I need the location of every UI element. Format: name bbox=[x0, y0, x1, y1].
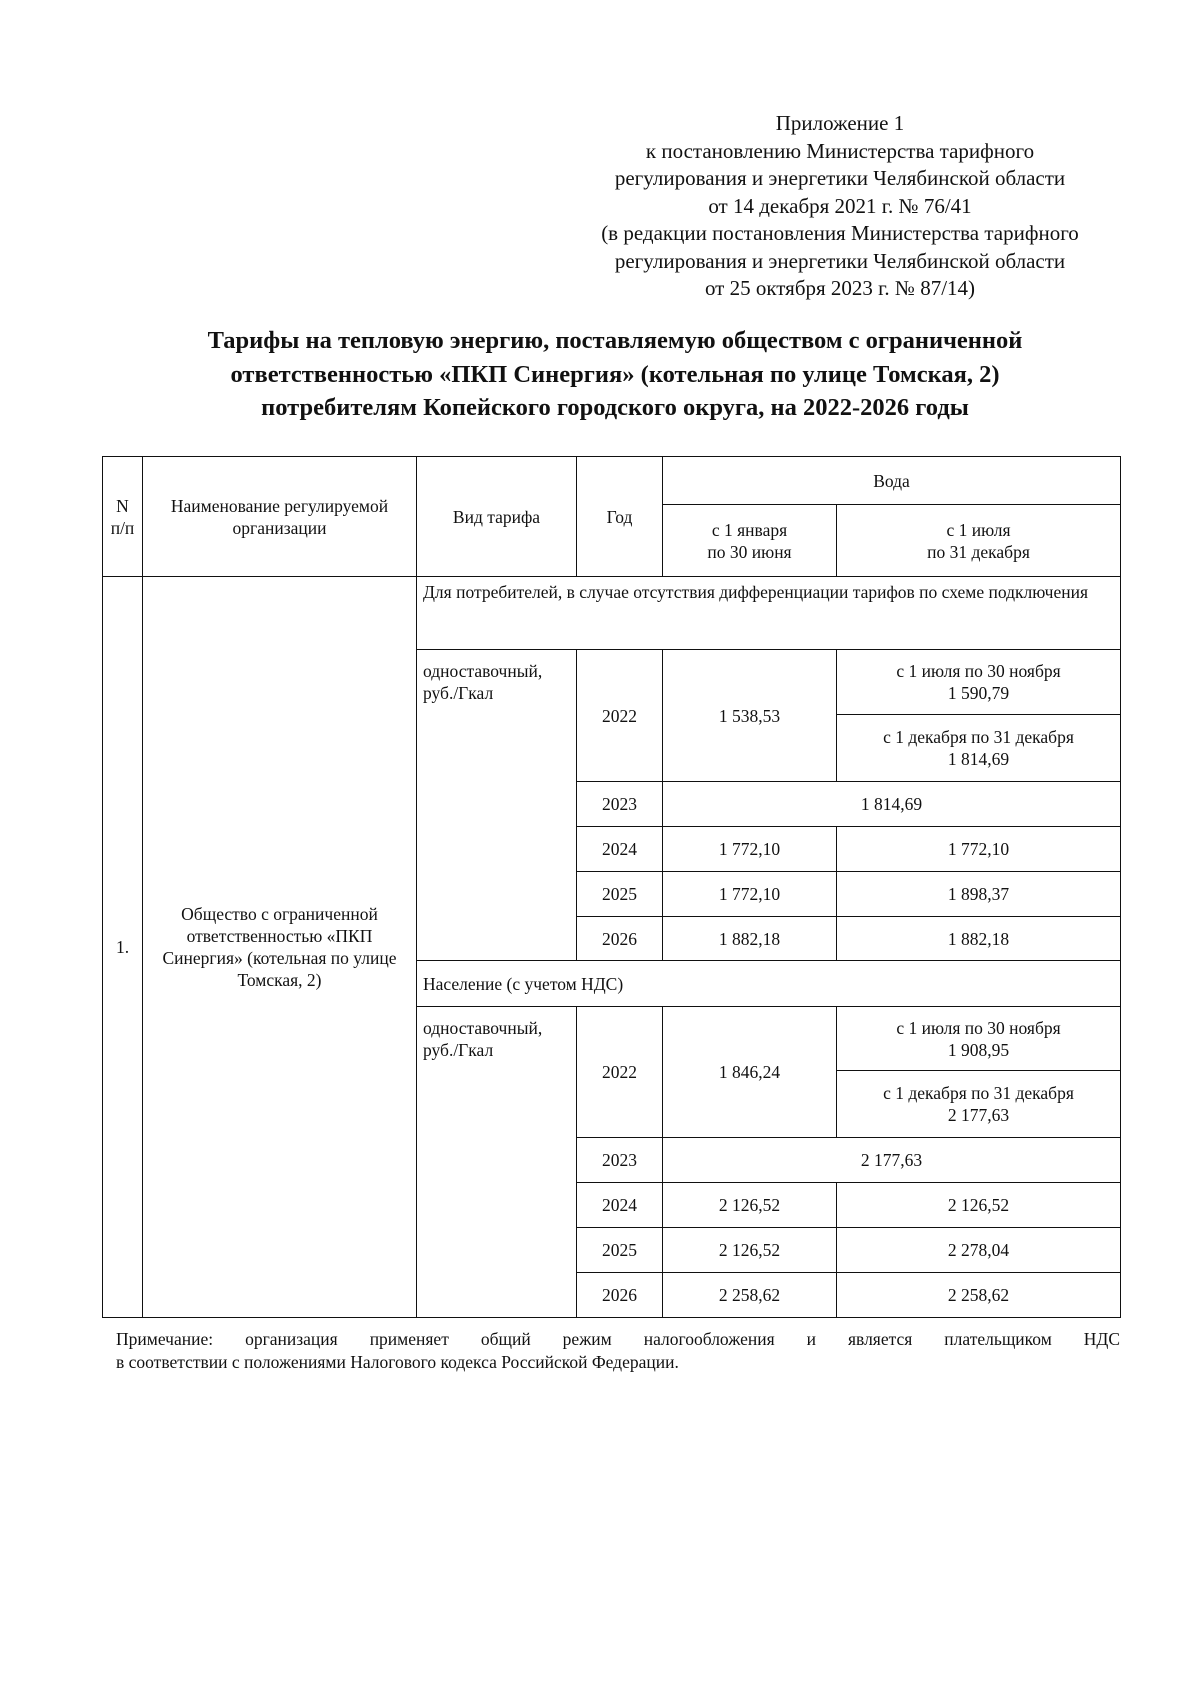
header-number-line: N bbox=[116, 495, 129, 516]
header-number-line: п/п bbox=[110, 517, 135, 538]
split-period-label: с 1 декабря по 31 декабря bbox=[883, 1083, 1074, 1103]
appendix-line: Приложение 1 bbox=[775, 111, 905, 135]
header-tariff-type: Вид тарифа bbox=[417, 457, 577, 577]
split-period-cell bbox=[837, 650, 1121, 715]
header-second-half-line: по 31 декабря bbox=[927, 541, 1030, 562]
appendix-line: от 25 октября 2023 г. № 87/14) bbox=[704, 276, 976, 300]
year-cell: 2026 bbox=[577, 917, 663, 961]
split-period-cell bbox=[837, 1007, 1121, 1071]
split-period-value: 1 908,95 bbox=[947, 1039, 1010, 1060]
first-half-value: 2 126,52 bbox=[663, 1183, 837, 1228]
first-half-value: 2 258,62 bbox=[663, 1273, 837, 1318]
first-half-value: 2 126,52 bbox=[663, 1228, 837, 1273]
whole-year-value: 1 814,69 bbox=[663, 782, 1121, 827]
table-row bbox=[103, 577, 1121, 650]
row-number: 1. bbox=[103, 577, 143, 1318]
split-period-label: с 1 декабря по 31 декабря bbox=[883, 727, 1074, 747]
year-cell: 2026 bbox=[577, 1273, 663, 1318]
footnote bbox=[116, 1328, 1120, 1374]
year-cell: 2024 bbox=[577, 1183, 663, 1228]
header-first-half-line: по 30 июня bbox=[707, 541, 792, 562]
title-line: ответственностью «ПКП Синергия» (котельная по улице Томская, 2) bbox=[230, 360, 1000, 388]
appendix-line: регулирования и энергетики Челябинской области bbox=[614, 248, 1066, 273]
appendix-line: регулирования и энергетики Челябинской области bbox=[614, 166, 1066, 190]
footnote-line: Примечание: организация применяет общий режим налогообложения и является плательщиком НДС bbox=[116, 1329, 1120, 1349]
first-half-value: 1 846,24 bbox=[663, 1007, 837, 1138]
header-water: Вода bbox=[663, 457, 1121, 505]
section-caption: Для потребителей, в случае отсутствия дифференциации тарифов по схеме подключения bbox=[417, 577, 1121, 650]
document-title bbox=[120, 324, 1110, 425]
year-cell: 2022 bbox=[577, 650, 663, 782]
split-period-cell bbox=[837, 1071, 1121, 1138]
split-period-label: с 1 июля по 30 ноября bbox=[896, 1017, 1061, 1038]
split-period-label: с 1 июля по 30 ноября bbox=[896, 661, 1061, 681]
year-cell: 2023 bbox=[577, 782, 663, 827]
header-year: Год bbox=[577, 457, 663, 577]
header-second-half-line: с 1 июля bbox=[946, 519, 1011, 540]
split-period-value: 1 814,69 bbox=[947, 749, 1010, 769]
first-half-value: 1 772,10 bbox=[663, 827, 837, 872]
year-cell: 2025 bbox=[577, 1228, 663, 1273]
second-half-value: 1 882,18 bbox=[837, 917, 1121, 961]
split-period-cell bbox=[837, 715, 1121, 782]
appendix-line: к постановлению Министерства тарифного bbox=[645, 138, 1035, 163]
second-half-value: 1 772,10 bbox=[837, 827, 1121, 872]
header-row bbox=[103, 457, 1121, 505]
second-half-value: 1 898,37 bbox=[837, 872, 1121, 917]
whole-year-value: 2 177,63 bbox=[663, 1138, 1121, 1183]
header-number-cell bbox=[103, 457, 143, 577]
year-cell: 2022 bbox=[577, 1007, 663, 1138]
year-cell: 2025 bbox=[577, 872, 663, 917]
year-cell: 2023 bbox=[577, 1138, 663, 1183]
header-organization: Наименование регулируемой организации bbox=[143, 457, 417, 577]
second-half-value: 2 258,62 bbox=[837, 1273, 1121, 1318]
header-first-half-line: с 1 января bbox=[711, 519, 788, 540]
title-line: потребителям Копейского городского округа, на 2022-2026 годы bbox=[261, 394, 969, 421]
section-caption: Население (с учетом НДС) bbox=[417, 961, 1121, 1007]
first-half-value: 1 538,53 bbox=[663, 650, 837, 782]
first-half-value: 1 882,18 bbox=[663, 917, 837, 961]
year-cell: 2024 bbox=[577, 827, 663, 872]
split-period-value: 1 590,79 bbox=[947, 683, 1010, 703]
header-first-half bbox=[663, 505, 837, 577]
organization-name: Общество с ограниченной ответственностью «ПКП Синергия» (котельная по улице Томская, 2) bbox=[143, 577, 417, 1318]
second-half-value: 2 278,04 bbox=[837, 1228, 1121, 1273]
tariff-type-cell: одноставочный, руб./Гкал bbox=[417, 650, 577, 961]
title-line: Тарифы на тепловую энергию, поставляемую обществом с ограниченной bbox=[207, 327, 1023, 354]
tariff-type-cell: одноставочный, руб./Гкал bbox=[417, 1007, 577, 1318]
appendix-line: (в редакции постановления Министерства тарифного bbox=[601, 221, 1079, 245]
footnote-line: в соответствии с положениями Налогового кодекса Российской Федерации. bbox=[116, 1352, 679, 1372]
appendix-line: от 14 декабря 2021 г. № 76/41 bbox=[708, 193, 972, 218]
first-half-value: 1 772,10 bbox=[663, 872, 837, 917]
second-half-value: 2 126,52 bbox=[837, 1183, 1121, 1228]
appendix-header bbox=[560, 110, 1120, 303]
tariffs-table bbox=[102, 456, 1121, 1318]
header-second-half bbox=[837, 505, 1121, 577]
split-period-value: 2 177,63 bbox=[947, 1105, 1010, 1125]
